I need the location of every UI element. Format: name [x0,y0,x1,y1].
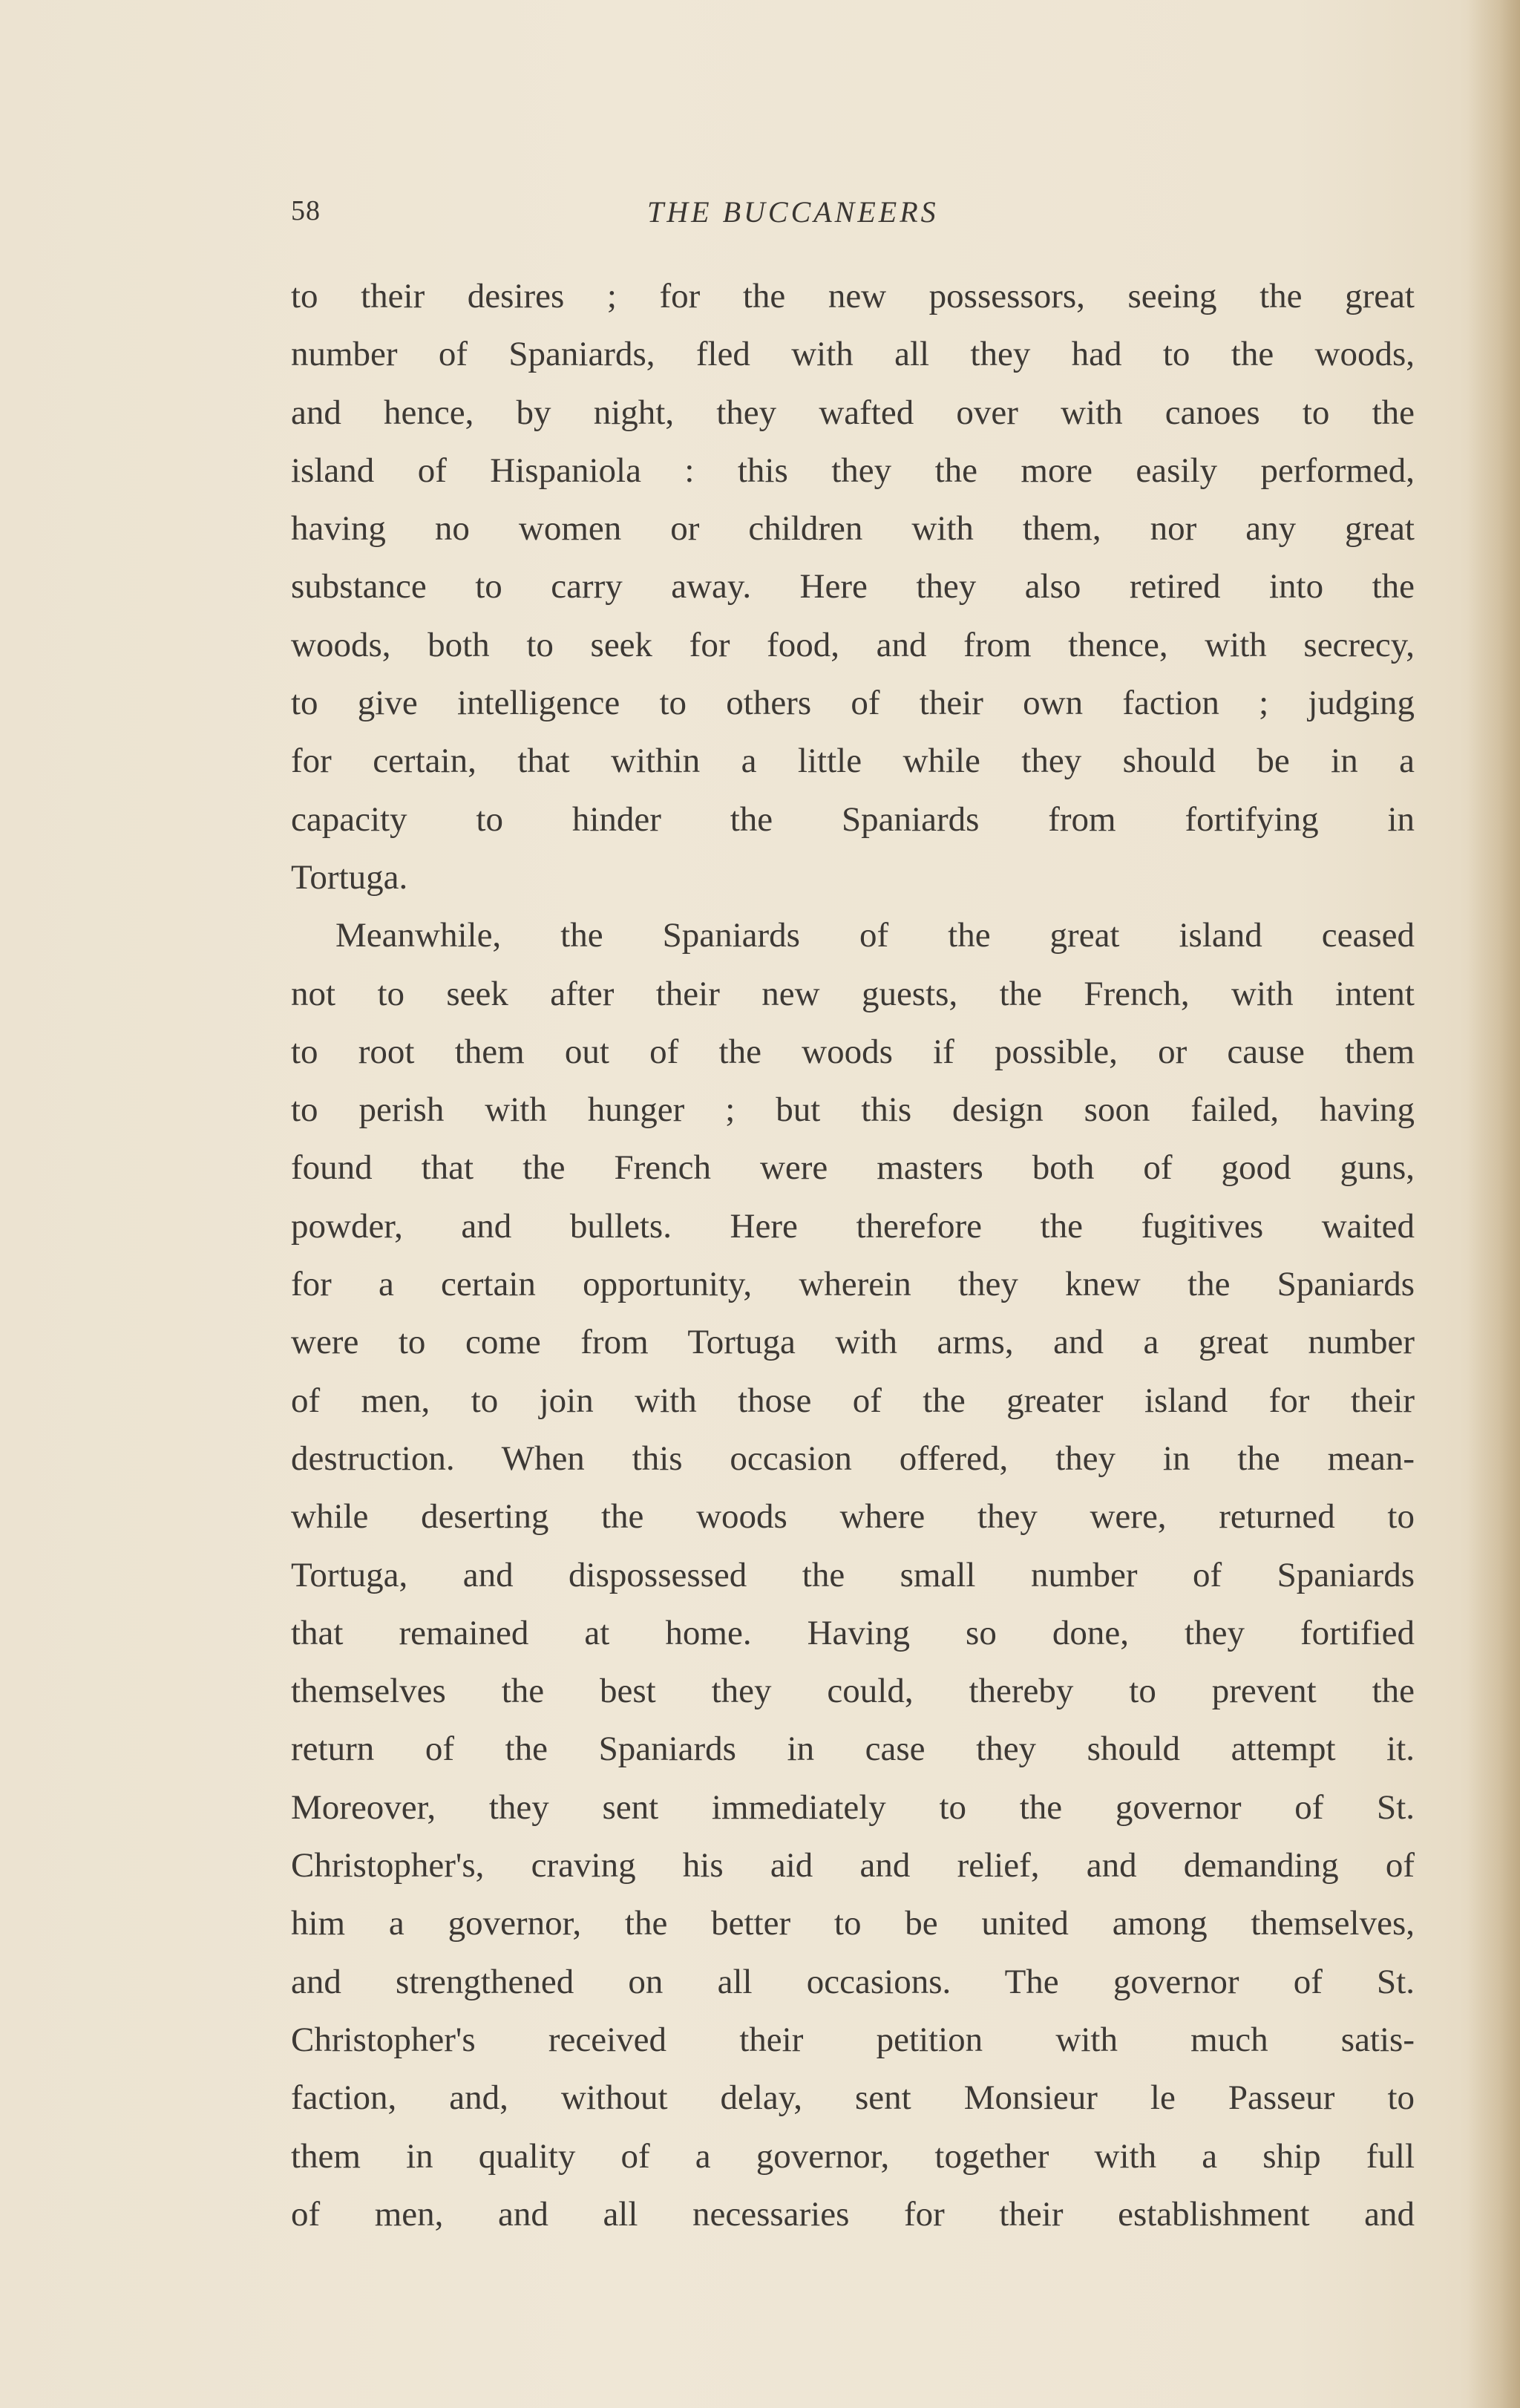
text-line: to their desires ; for the new possessors, seeing the great [291,277,1415,315]
body-text [291,267,1415,2243]
text-line: faction, and, without delay, sent Monsieur le Passeur to [291,2078,1415,2118]
text-line: Moreover, they sent immediately to the governor of St. [291,1787,1415,1827]
text-line: having no women or children with them, nor any great [291,509,1415,549]
text-line: powder, and bullets. Here therefore the fugitives waited [291,1206,1415,1246]
text-line: that remained at home. Having so done, they fortified [291,1613,1415,1652]
text-line: were to come from Tortuga with arms, and a great number [291,1323,1415,1362]
text-line: island of Hispaniola : this they the more easily performed, [291,451,1415,490]
page-number: 58 [291,195,321,226]
text-line: and hence, by night, they wafted over with canoes to the [291,393,1415,432]
text-line: of men, and all necessaries for their establishment and [291,2194,1415,2234]
text-line: to root them out of the woods if possible, or cause them [291,1032,1415,1071]
text-line: of men, to join with those of the greater island for their [291,1381,1415,1420]
text-line: woods, both to seek for food, and from thence, with secrecy, [291,625,1415,664]
text-line: Christopher's received their petition with much satis- [291,2020,1415,2059]
text-line: Christopher's, craving his aid and relief, and demanding of [291,1846,1415,1885]
text-line: Tortuga. [291,857,408,897]
text-line: and strengthened on all occasions. The governor of St. [291,1962,1415,2001]
text-line: themselves the best they could, thereby to prevent the [291,1672,1415,1711]
text-line: destruction. When this occasion offered, they in the mean- [291,1439,1415,1478]
text-line: return of the Spaniards in case they should attempt it. [291,1730,1415,1769]
text-line: Meanwhile, the Spaniards of the great island ceased [335,916,1415,955]
text-line: him a governor, the better to be united among themselves, [291,1904,1415,1943]
page-edge-shadow [1468,0,1520,2408]
text-line: for certain, that within a little while they should be in a [291,742,1415,781]
text-line: number of Spaniards, fled with all they had to the woods, [291,335,1415,374]
text-line: substance to carry away. Here they also retired into the [291,567,1415,606]
text-line: Tortuga, and dispossessed the small number of Spaniards [291,1555,1415,1594]
text-line: them in quality of a governor, together with a ship full [291,2136,1415,2176]
page-header [291,194,1415,239]
text-line: while deserting the woods where they were, returned to [291,1497,1415,1537]
running-head: THE BUCCANEERS [647,195,939,229]
text-line: not to seek after their new guests, the French, with intent [291,974,1415,1013]
text-line: to perish with hunger ; but this design soon failed, having [291,1090,1415,1130]
text-line: found that the French were masters both of good guns, [291,1148,1415,1188]
text-line: for a certain opportunity, wherein they knew the Spaniards [291,1265,1415,1304]
text-line: to give intelligence to others of their own faction ; judging [291,684,1415,723]
text-line: capacity to hinder the Spaniards from fortifying in [291,799,1415,839]
